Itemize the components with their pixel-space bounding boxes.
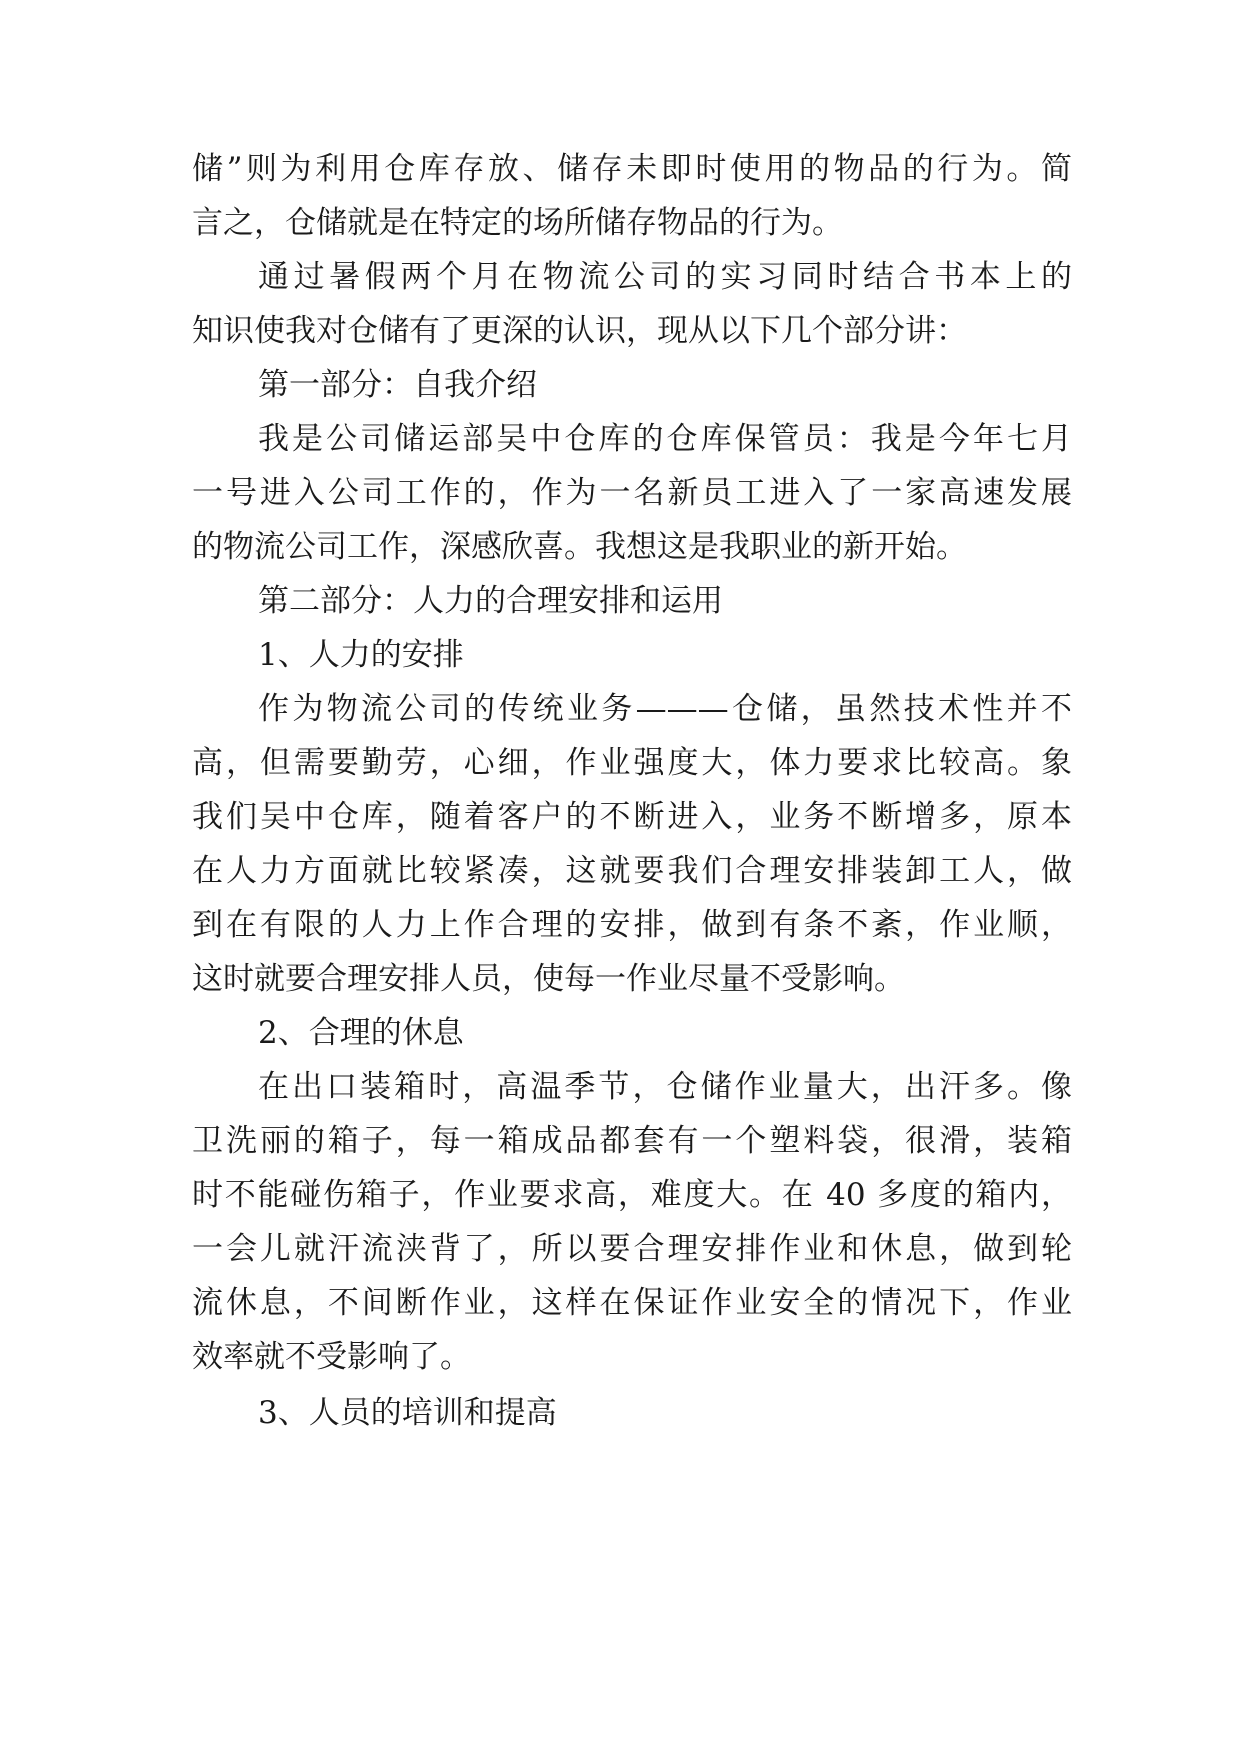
section-heading: 第一部分：自我介绍 [258, 367, 537, 403]
subsection-heading: 3、人员的培训和提高 [258, 1395, 557, 1431]
text-line: 在人力方面就比较紧凑，这就要我们合理安排装卸工人，做 [192, 853, 1072, 889]
text-line: 效率就不受影响了。 [192, 1339, 471, 1375]
text-line: 储”则为利用仓库存放、储存未即时使用的物品的行为。简 [192, 151, 1072, 187]
text-line: 通过暑假两个月在物流公司的实习同时结合书本上的 [258, 259, 1072, 295]
text-line: 到在有限的人力上作合理的安排，做到有条不紊，作业顺， [192, 907, 1072, 943]
text-line: 这时就要合理安排人员，使每一作业尽量不受影响。 [192, 961, 905, 997]
text-line: 作为物流公司的传统业务———仓储，虽然技术性并不 [258, 691, 1072, 727]
text-line: 言之，仓储就是在特定的场所储存物品的行为。 [192, 205, 843, 241]
text-line: 在出口装箱时，高温季节，仓储作业量大，出汗多。像 [258, 1069, 1072, 1105]
text-line: 一号进入公司工作的，作为一名新员工进入了一家高速发展 [192, 475, 1072, 511]
text-line: 我是公司储运部吴中仓库的仓库保管员：我是今年七月 [258, 421, 1072, 457]
section-heading: 第二部分：人力的合理安排和运用 [258, 583, 723, 619]
subsection-heading: 1、人力的安排 [258, 637, 464, 673]
text-line: 我们吴中仓库，随着客户的不断进入，业务不断增多，原本 [192, 799, 1072, 835]
text-line: 知识使我对仓储有了更深的认识，现从以下几个部分讲： [192, 313, 967, 349]
text-line: 时不能碰伤箱子，作业要求高，难度大。在 40 多度的箱内， [192, 1177, 1072, 1213]
subsection-heading: 2、合理的休息 [258, 1015, 464, 1051]
text-line: 高，但需要勤劳，心细，作业强度大，体力要求比较高。象 [192, 745, 1072, 781]
text-line: 卫洗丽的箱子，每一箱成品都套有一个塑料袋，很滑，装箱 [192, 1123, 1072, 1159]
text-line: 一会儿就汗流浃背了，所以要合理安排作业和休息，做到轮 [192, 1231, 1072, 1267]
text-line: 的物流公司工作，深感欣喜。我想这是我职业的新开始。 [192, 529, 967, 565]
text-line: 流休息，不间断作业，这样在保证作业安全的情况下，作业 [192, 1285, 1072, 1321]
